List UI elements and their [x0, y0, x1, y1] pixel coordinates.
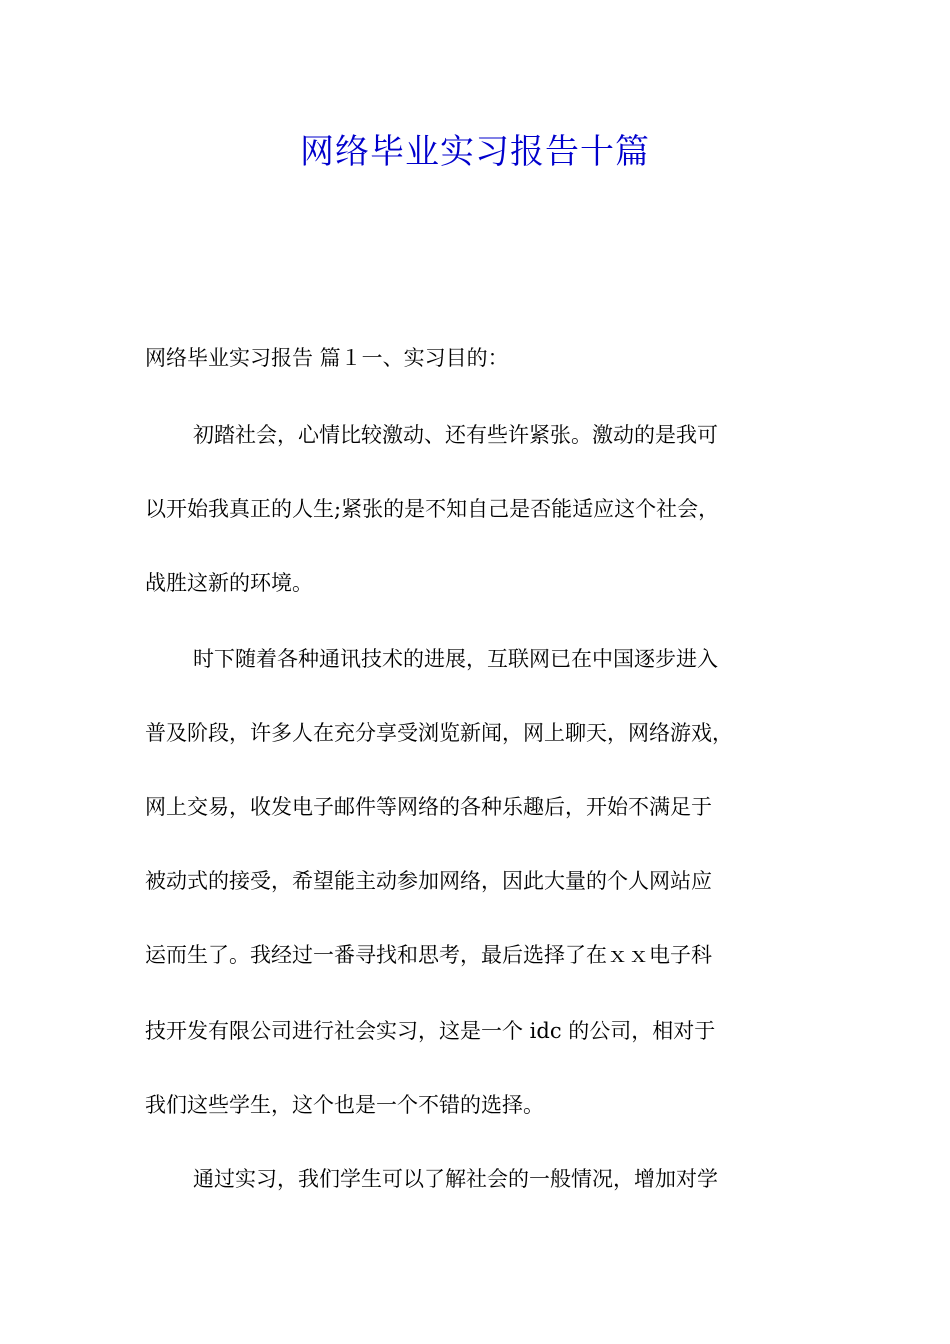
section-heading-line: 网络毕业实习报告 篇１一、实习目的：	[145, 346, 509, 370]
paragraph-line: 初踏社会，心情比较激动、还有些许紧张。激动的是我可	[193, 423, 718, 447]
document-title: 网络毕业实习报告十篇	[300, 132, 650, 172]
paragraph-line: 我们这些学生，这个也是一个不错的选择。	[145, 1093, 544, 1117]
paragraph-line: 战胜这新的环境。	[145, 571, 313, 595]
paragraph-line: 通过实习，我们学生可以了解社会的一般情况，增加对学	[193, 1167, 718, 1191]
paragraph-line: 运而生了。我经过一番寻找和思考，最后选择了在ｘｘ电子科	[145, 943, 712, 967]
paragraph-line: 时下随着各种通讯技术的进展，互联网已在中国逐步进入	[193, 647, 718, 671]
paragraph-line: 普及阶段，许多人在充分享受浏览新闻，网上聊天，网络游戏，	[145, 721, 733, 745]
paragraph-line: 技开发有限公司进行社会实习，这是一个 idc 的公司，相对于	[145, 1019, 716, 1043]
paragraph-line: 被动式的接受，希望能主动参加网络，因此大量的个人网站应	[145, 869, 712, 893]
paragraph-line: 网上交易，收发电子邮件等网络的各种乐趣后，开始不满足于	[145, 795, 712, 819]
paragraph-line: 以开始我真正的人生;紧张的是不知自己是否能适应这个社会，	[145, 497, 720, 521]
